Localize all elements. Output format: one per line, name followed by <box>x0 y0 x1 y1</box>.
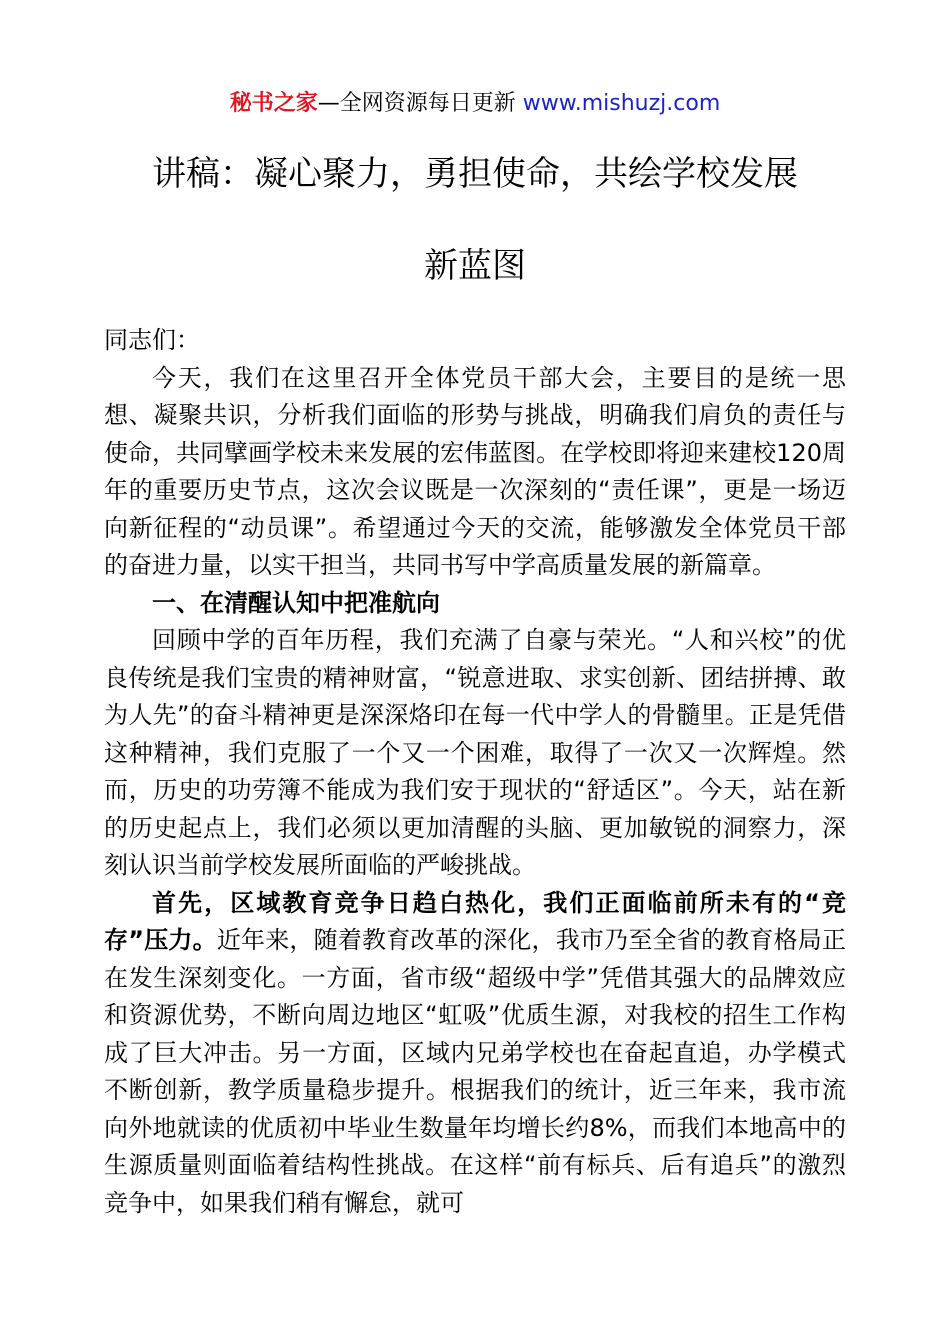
site-url-link[interactable]: www.mishuzj.com <box>522 91 721 116</box>
header-tagline: —全网资源每日更新 <box>317 91 523 116</box>
document-body <box>104 322 846 1222</box>
document-title-line-1: 讲稿：凝心聚力，勇担使命，共绘学校发展 <box>152 154 798 194</box>
paragraph-body-text: 近年来，随着教育改革的深化，我市乃至全省的教育格局正在发生深刻变化。一方面，省市级“超级中学”凭借其强大的品牌效应和资源优势，不断向周边地区“虹吸”优质生源，对我校的招生工作构成了巨大冲击。另一方面，区域内兄弟学校也在奋起直追，办学模式不断创新，教学质量稳步提升。根据我们的统计，近三年来，我市流向外地就读的优质初中毕业生数量年均增长约8%，而我们本地高中的生源质量则面临着结构性挑战。在这样“前有标兵、后有追兵”的激烈竞争中，如果我们稍有懈怠，就可 <box>104 926 846 1217</box>
paragraph-lead-sentence: 首先，区域教育竞争日趋白热化，我们正面临前所未有的“竞存”压力。 <box>104 888 846 954</box>
section-heading: 一、在清醒认知中把准航向 <box>152 588 440 617</box>
paragraph-intro: 今天，我们在这里召开全体党员干部大会，主要目的是统一思想、凝聚共识，分析我们面临的形势与挑战，明确我们肩负的责任与使命，共同擘画学校未来发展的宏伟蓝图。在学校即将迎来建校120周年的重要历史节点，这次会议既是一次深刻的“责任课”，更是一场迈向新征程的“动员课”。希望通过今天的交流，能够激发全体党员干部的奋进力量，以实干担当，共同书写中学高质量发展的新篇章。 <box>104 363 846 579</box>
paragraph-competition <box>104 885 846 1223</box>
brand-name: 秘书之家 <box>229 91 318 116</box>
site-header <box>0 88 950 120</box>
paragraph-history: 回顾中学的百年历程，我们充满了自豪与荣光。“人和兴校”的优良传统是我们宝贵的精神财富，“锐意进取、求实创新、团结拼搏、敢为人先”的奋斗精神更是深深烙印在每一代中学人的骨髓里。正是凭借这种精神，我们克服了一个又一个困难，取得了一次又一次辉煌。然而，历史的功劳簿不能成为我们安于现状的“舒适区”。今天，站在新的历史起点上，我们必须以更加清醒的头脑、更加敏锐的洞察力，深刻认识当前学校发展所面临的严峻挑战。 <box>104 626 846 879</box>
document-title-line-2: 新蓝图 <box>424 246 526 286</box>
salutation: 同志们： <box>104 326 200 354</box>
